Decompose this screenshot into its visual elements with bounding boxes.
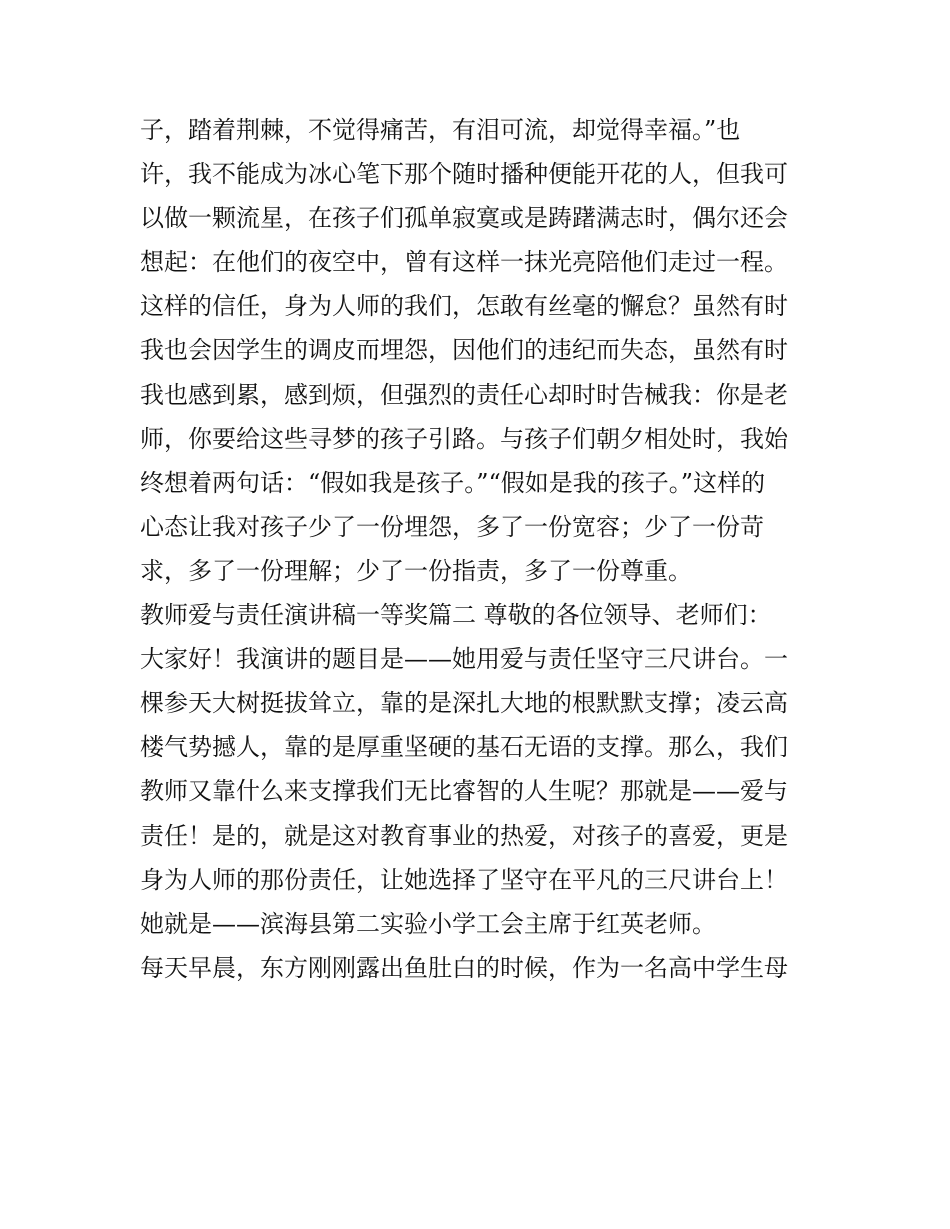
text-line: 教师又靠什么来支撑我们无比睿智的人生呢？那就是——爱与: [140, 777, 788, 806]
text-line: 以做一颗流星，在孩子们孤单寂寞或是踌躇满志时，偶尔还会: [140, 204, 788, 233]
text-line: 每天早晨，东方刚刚露出鱼肚白的时候，作为一名高中学生母: [140, 953, 788, 982]
text-line: 大家好！我演讲的题目是——她用爱与责任坚守三尺讲台。一: [140, 645, 788, 674]
text-line: 棵参天大树挺拔耸立，靠的是深扎大地的根默默支撑；凌云高: [140, 689, 788, 718]
document-body: [140, 108, 820, 990]
text-line: 许，我不能成为冰心笔下那个随时播种便能开花的人，但我可: [140, 160, 788, 189]
text-line: 师，你要给这些寻梦的孩子引路。与孩子们朝夕相处时，我始: [140, 424, 788, 453]
text-line: 求，多了一份理解；少了一份指责，多了一份尊重。: [140, 556, 692, 585]
text-line: 她就是——滨海县第二实验小学工会主席于红英老师。: [140, 909, 716, 938]
text-line: 责任！是的，就是这对教育事业的热爱，对孩子的喜爱，更是: [140, 821, 788, 850]
text-line: 这样的信任，身为人师的我们，怎敢有丝毫的懈怠？虽然有时: [140, 292, 788, 321]
text-line: 我也会因学生的调皮而埋怨，因他们的违纪而失态，虽然有时: [140, 336, 788, 365]
text-line: 终想着两句话：“假如我是孩子。”“假如是我的孩子。”这样的: [140, 468, 766, 497]
text-line: 身为人师的那份责任，让她选择了坚守在平凡的三尺讲台上！: [140, 865, 788, 894]
text-line: 楼气势撼人，靠的是厚重坚硬的基石无语的支撑。那么，我们: [140, 733, 788, 762]
text-line: 子，踏着荆棘，不觉得痛苦，有泪可流，却觉得幸福。”也: [140, 116, 741, 144]
text-line: 我也感到累，感到烦，但强烈的责任心却时时告械我：你是老: [140, 380, 788, 409]
section-heading-line: 教师爱与责任演讲稿一等奖篇二 尊敬的各位领导、老师们：: [140, 601, 772, 630]
text-line: 想起：在他们的夜空中，曾有这样一抹光亮陪他们走过一程。: [140, 248, 788, 277]
text-line: 心态让我对孩子少了一份埋怨，多了一份宽容；少了一份苛: [140, 512, 764, 541]
